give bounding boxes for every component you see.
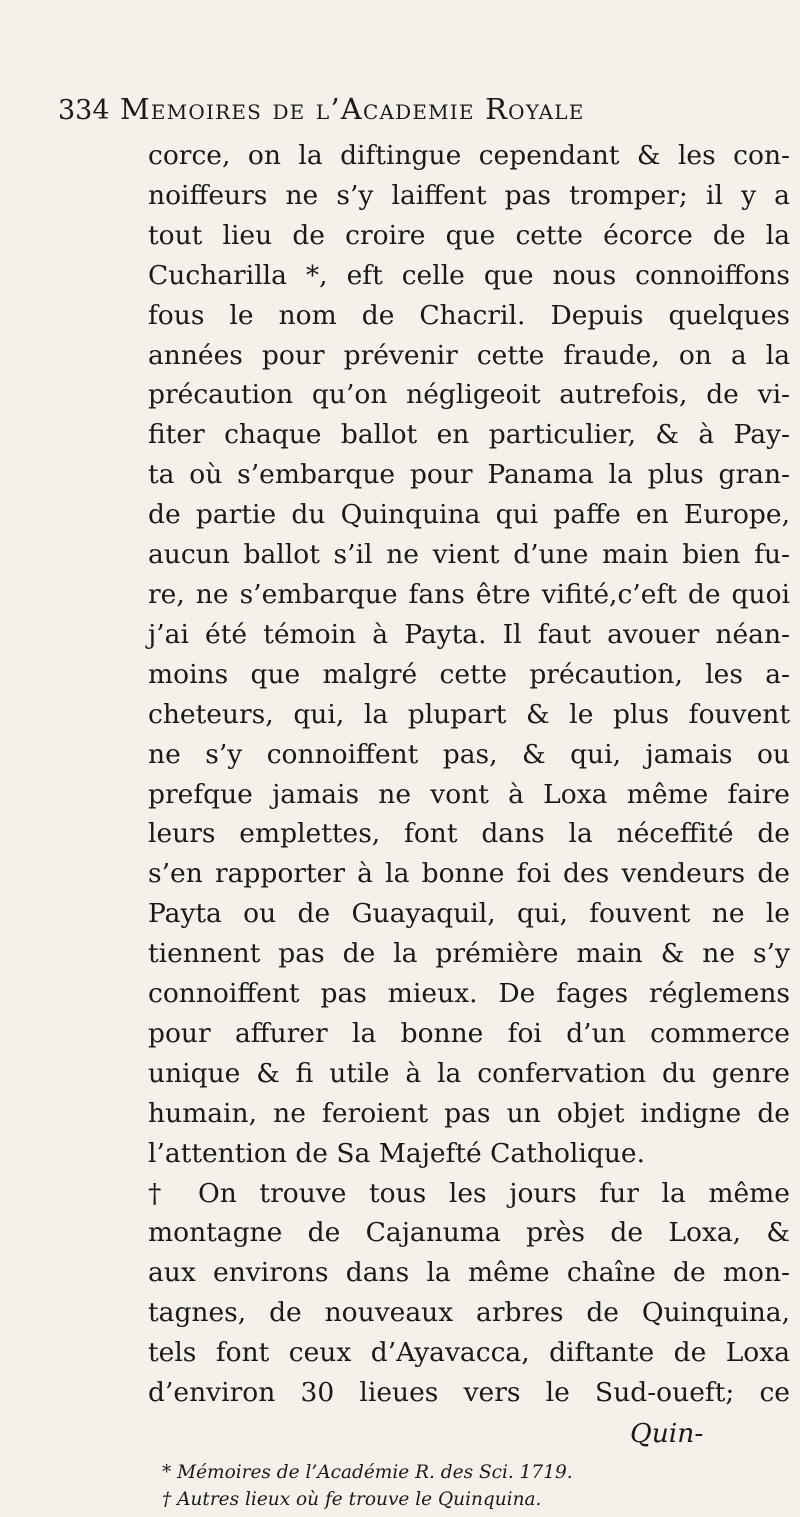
text-line: pour affurer la bonne foi d’un commerce — [148, 1017, 790, 1049]
text-line: aux environs dans la même chaîne de mon- — [148, 1257, 790, 1289]
text-line: Cucharilla *, eft celle que nous connoiffons — [148, 259, 790, 291]
text-line: tagnes, de nouveaux arbres de Quinquina, — [148, 1297, 790, 1329]
text-line: s’en rapporter à la bonne foi des vendeurs de — [148, 858, 790, 890]
running-head: Memoires de l’Academie Royale — [120, 92, 585, 126]
text-line: de partie du Quinquina qui paffe en Europe, — [148, 499, 790, 531]
text-line: cheteurs, qui, la plupart & le plus fouvent — [148, 698, 790, 730]
text-line: connoiffent pas mieux. De fages réglemens — [148, 978, 790, 1010]
text-line: unique & fi utile à la confervation du genre — [148, 1057, 790, 1089]
text-line: tiennent pas de la prémière main & ne s’y — [148, 938, 790, 970]
footnote: † Autres lieux où fe trouve le Quinquina. — [162, 1489, 542, 1510]
text-line: années pour prévenir cette fraude, on a la — [148, 339, 790, 371]
page-header — [58, 92, 758, 126]
text-line: tout lieu de croire que cette écorce de la — [148, 219, 790, 251]
text-line: tels font ceux d’Ayavacca, diftante de Loxa — [148, 1337, 790, 1369]
text-line: prefque jamais ne vont à Loxa même faire — [148, 778, 790, 810]
text-line: précaution qu’on négligeoit autrefois, de vi- — [148, 379, 790, 411]
text-line: j’ai été témoin à Payta. Il faut avouer néan- — [148, 618, 790, 650]
text-line: humain, ne feroient pas un objet indigne de — [148, 1097, 790, 1129]
page-number: 334 — [58, 95, 110, 126]
text-line: ta où s’embarque pour Panama la plus gran- — [148, 459, 790, 491]
text-line: ne s’y connoiffent pas, & qui, jamais ou — [148, 738, 790, 770]
text-line: d’environ 30 lieues vers le Sud-oueft; ce — [148, 1377, 790, 1409]
footnotes — [162, 1459, 758, 1513]
text-line: re, ne s’embarque fans être vifité,c’eft de quoi — [148, 578, 790, 610]
text-line: † On trouve tous les jours fur la même — [148, 1177, 790, 1209]
text-line: leurs emplettes, font dans la néceffité de — [148, 818, 790, 850]
text-line: moins que malgré cette précaution, les a- — [148, 658, 790, 690]
text-line: fous le nom de Chacril. Depuis quelques — [148, 299, 790, 331]
text-line: montagne de Cajanuma près de Loxa, & — [148, 1217, 790, 1249]
text-line: noiffeurs ne s’y laiffent pas tromper; il y a — [148, 179, 790, 211]
text-line: corce, on la diftingue cependant & les con- — [148, 140, 790, 171]
text-line: Payta ou de Guayaquil, qui, fouvent ne le — [148, 898, 790, 930]
text-line: aucun ballot s’il ne vient d’une main bien fu- — [148, 539, 790, 571]
footnote: * Mémoires de l’Académie R. des Sci. 1719. — [162, 1462, 573, 1483]
body-text — [148, 136, 790, 1413]
text-line: l’attention de Sa Majefté Catholique. — [148, 1137, 645, 1169]
catchword: Quin- — [630, 1418, 704, 1449]
text-line: fiter chaque ballot en particulier, & à Pay- — [148, 419, 790, 451]
